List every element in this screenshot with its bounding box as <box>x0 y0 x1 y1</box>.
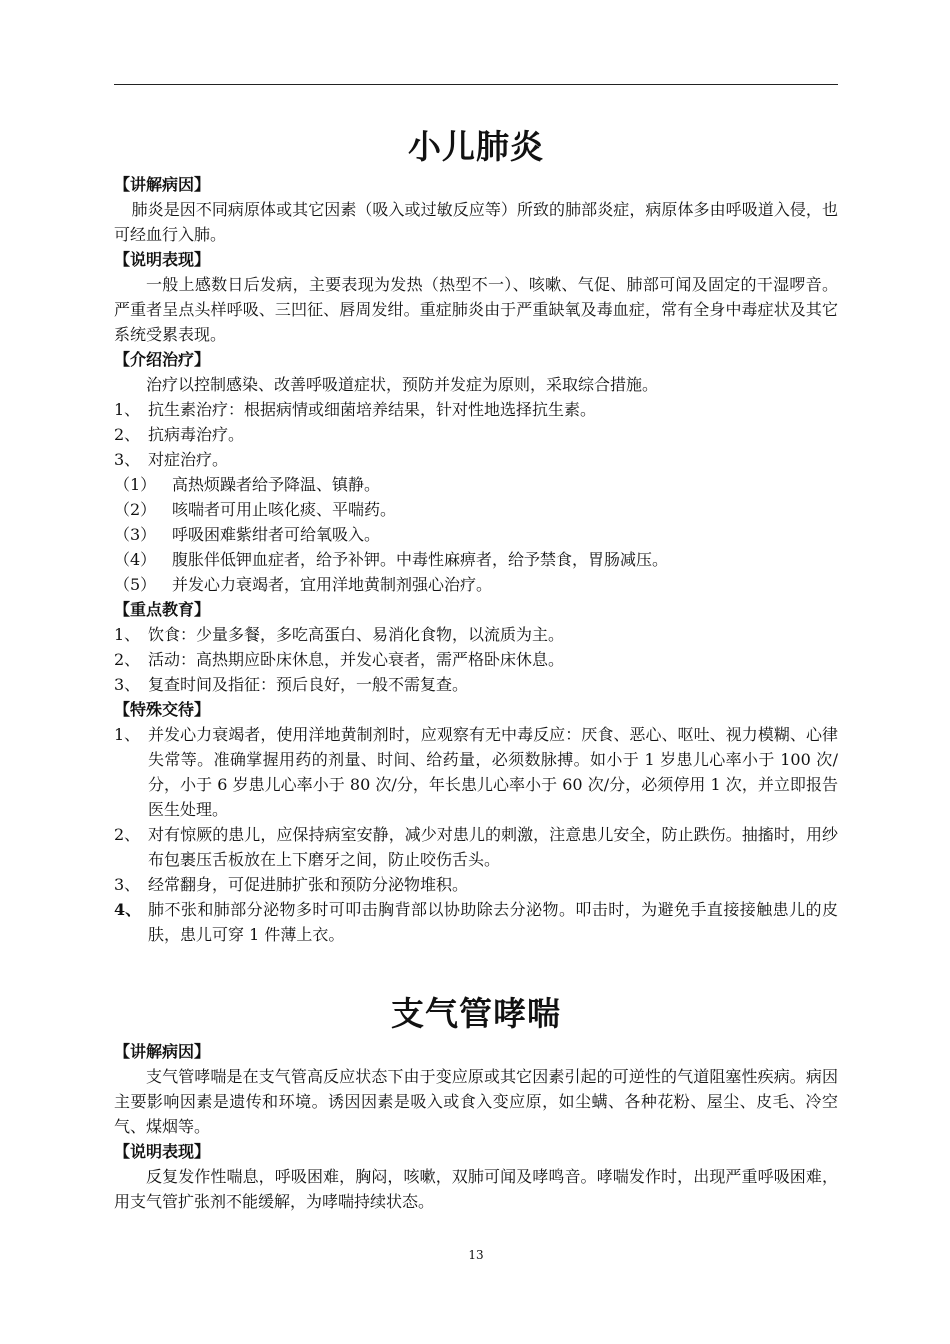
sub-list-text: 腹胀伴低钾血症者，给予补钾。中毒性麻痹者，给予禁食，胃肠减压。 <box>172 550 669 569</box>
list-item <box>114 722 838 822</box>
list-number: 1、 <box>114 400 141 419</box>
section-heading-symptoms: 【说明表现】 <box>114 1142 211 1161</box>
section-heading-cause: 【讲解病因】 <box>114 1042 211 1061</box>
document-content <box>114 122 838 1214</box>
list-item <box>114 897 838 947</box>
sub-list-item <box>114 547 838 572</box>
list-item <box>114 397 838 422</box>
title-pneumonia: 小儿肺炎 <box>408 127 544 166</box>
sub-list-item <box>114 497 838 522</box>
paragraph-asthma-cause: 支气管哮喘是在支气管高反应状态下由于变应原或其它因素引起的可逆性的气道阻塞性疾病。病因主要影响因素是遗传和环境。诱因因素是吸入或食入变应原，如尘螨、各种花粉、屋尘、皮毛、冷空气、煤烟等。 <box>114 1067 838 1136</box>
list-item <box>114 647 838 672</box>
list-item <box>114 822 838 872</box>
list-number: 2、 <box>114 425 141 444</box>
list-text: 对有惊厥的患儿，应保持病室安静，减少对患儿的刺激，注意患儿安全，防止跌伤。抽搐时，用纱布包裹压舌板放在上下磨牙之间，防止咬伤舌头。 <box>148 825 838 869</box>
paragraph-symptoms: 一般上感数日后发病，主要表现为发热（热型不一）、咳嗽、气促、肺部可闻及固定的干湿啰音。严重者呈点头样呼吸、三凹征、唇周发绀。重症肺炎由于严重缺氧及毒血症，常有全身中毒症状及其它系统受累表现。 <box>114 275 838 344</box>
sub-list-text: 并发心力衰竭者，宜用洋地黄制剂强心治疗。 <box>172 575 493 594</box>
list-text: 复查时间及指征：预后良好，一般不需复查。 <box>148 675 469 694</box>
list-text: 抗生素治疗：根据病情或细菌培养结果，针对性地选择抗生素。 <box>148 400 597 419</box>
list-number: 3、 <box>114 450 141 469</box>
list-text: 活动：高热期应卧床休息，并发心衰者，需严格卧床休息。 <box>148 650 565 669</box>
list-text: 肺不张和肺部分泌物多时可叩击胸背部以协助除去分泌物。叩击时，为避免手直接接触患儿的皮肤，患儿可穿 1 件薄上衣。 <box>148 900 838 944</box>
list-text: 并发心力衰竭者，使用洋地黄制剂时，应观察有无中毒反应：厌食、恶心、呕吐、视力模糊、心律失常等。准确掌握用药的剂量、时间、给药量，必须数脉搏。如小于 1 岁患儿心率小于 100 次/分，小于 6 岁患儿心率小于 80 次/分，年长患儿心率小于 60 次/分，必须停用 1 次，并立即报告医生处理。 <box>148 725 838 819</box>
sub-list-text: 咳喘者可用止咳化痰、平喘药。 <box>172 500 397 519</box>
section-heading-symptoms: 【说明表现】 <box>114 250 211 269</box>
list-number: 3、 <box>114 675 141 694</box>
list-number: 4、 <box>114 900 142 919</box>
list-text: 对症治疗。 <box>148 450 229 469</box>
page-number: 13 <box>468 1248 484 1262</box>
paragraph-cause: 肺炎是因不同病原体或其它因素（吸入或过敏反应等）所致的肺部炎症，病原体多由呼吸道入侵，也可经血行入肺。 <box>114 200 838 244</box>
section-heading-treatment: 【介绍治疗】 <box>114 350 211 369</box>
sub-list-number: （4） <box>114 550 157 569</box>
paragraph-treatment-intro: 治疗以控制感染、改善呼吸道症状，预防并发症为原则，采取综合措施。 <box>146 375 659 394</box>
list-number: 2、 <box>114 650 141 669</box>
sub-list-text: 呼吸困难紫绀者可给氧吸入。 <box>172 525 381 544</box>
list-text: 经常翻身，可促进肺扩张和预防分泌物堆积。 <box>148 875 469 894</box>
list-item <box>114 447 838 472</box>
sub-list-number: （1） <box>114 475 157 494</box>
sub-list-item <box>114 522 838 547</box>
list-item <box>114 622 838 647</box>
sub-list-number: （3） <box>114 525 157 544</box>
section-heading-special-notes: 【特殊交待】 <box>114 700 211 719</box>
list-text: 饮食：少量多餐，多吃高蛋白、易消化食物，以流质为主。 <box>148 625 565 644</box>
list-item <box>114 872 838 897</box>
sub-list-item <box>114 572 838 597</box>
list-number: 2、 <box>114 825 141 844</box>
section-heading-cause: 【讲解病因】 <box>114 175 211 194</box>
sub-list-text: 高热烦躁者给予降温、镇静。 <box>172 475 381 494</box>
list-text: 抗病毒治疗。 <box>148 425 245 444</box>
list-item <box>114 422 838 447</box>
list-number: 1、 <box>114 625 141 644</box>
title-asthma: 支气管哮喘 <box>391 994 561 1033</box>
list-item <box>114 672 838 697</box>
sub-list-item <box>114 472 838 497</box>
list-number: 1、 <box>114 725 141 744</box>
paragraph-asthma-symptoms: 反复发作性喘息，呼吸困难，胸闷，咳嗽，双肺可闻及哮鸣音。哮喘发作时，出现严重呼吸困难，用支气管扩张剂不能缓解，为哮喘持续状态。 <box>114 1167 838 1211</box>
header-rule <box>114 84 838 85</box>
list-number: 3、 <box>114 875 141 894</box>
sub-list-number: （2） <box>114 500 157 519</box>
sub-list-number: （5） <box>114 575 157 594</box>
section-heading-education: 【重点教育】 <box>114 600 211 619</box>
